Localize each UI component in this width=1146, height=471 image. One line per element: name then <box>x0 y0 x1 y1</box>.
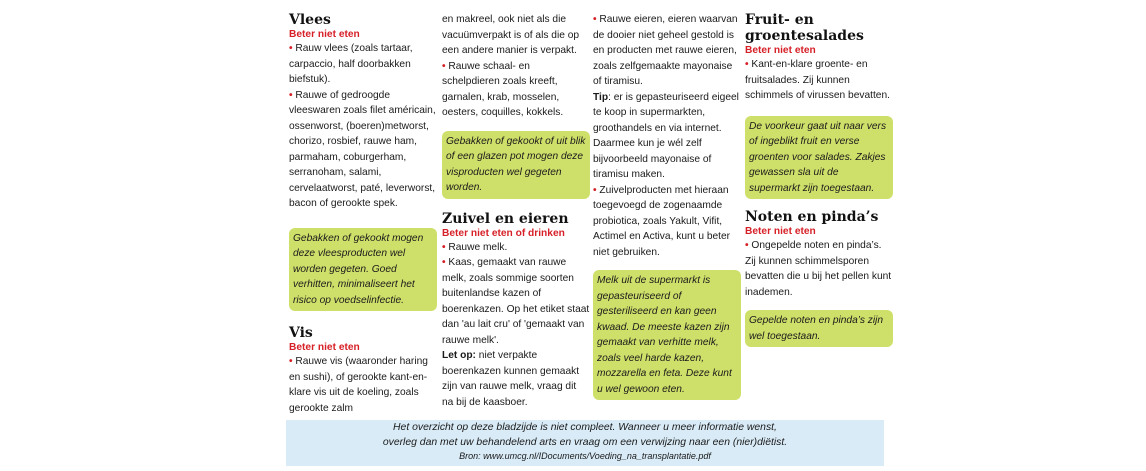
tip-paragraph <box>593 90 741 183</box>
tip-text: : er is gepasteuriseerd eigeel te koop in supermarkten, groothandels en via internet. Daarmee kun je wél zelf bijvoorbeeld mayonaise of tiramisu maken. <box>593 91 739 180</box>
column-3 <box>593 12 741 400</box>
list-item: • Zuivelproducten met hieraan toegevoegd de zogenaamde probiotica, zoals Yakult, Vifit, Actimel en Activa, kunt u beter niet gebruiken. <box>593 183 741 261</box>
section-title-noten: Noten en pinda’s <box>745 209 879 225</box>
list-item-continued: en makreel, ook niet als die vacuümverpakt is of als die op een andere manier is verpakt. <box>442 14 580 56</box>
section-subtitle: Beter niet eten <box>289 342 360 353</box>
footer-line: Het overzicht op deze bladzijde is niet compleet. Wanneer u meer informatie wenst, <box>393 422 777 433</box>
highlight-box: Gebakken of gekookt mogen deze vleesproducten wel worden gegeten. Goed verhitten, minimaliseert het risico op voedselinfectie. <box>289 228 437 312</box>
list-item: • Rauwe vis (waaronder haring en sushi), of gerookte kant-en-klare vis uit de koeling, zoals gerookte zalm <box>289 354 437 416</box>
section-title-vis: Vis <box>289 325 313 341</box>
list-item: • Kaas, gemaakt van rauwe melk, zoals sommige soorten buitenlandse kazen of boerenkazen. Op het etiket staat dan 'au lait cru' of 'gemaakt van rauwe melk'. <box>442 255 590 348</box>
tip-label: Tip <box>593 91 609 103</box>
highlight-box: Melk uit de supermarkt is gepasteuriseerd of gesteriliseerd en kan geen kwaad. De meeste kazen zijn gemaakt van verhitte melk, zoals veel harde kazen, mozzarella en feta. Deze kunt u wel gewoon eten. <box>593 270 741 400</box>
list-item: • Rauwe of gedroogde vleeswaren zoals filet américain, ossenworst, (boeren)metworst, chorizo, rosbief, rauwe ham, parmaham, coburgerham, serranoham, salami, cervelaatworst, paté, leverworst, bacon of gerookte spek. <box>289 88 437 212</box>
highlight-box: Gebakken of gekookt of uit blik of een glazen pot mogen deze visproducten wel gegeten worden. <box>442 131 590 199</box>
list-item: • Rauw vlees (zoals tartaar, carpaccio, half doorbakken biefstuk). <box>289 41 437 88</box>
section-subtitle: Beter niet eten <box>745 45 816 56</box>
list-item: • Rauwe schaal- en schelpdieren zoals kreeft, garnalen, krab, mosselen, oesters, coquilles, kokkels. <box>442 59 590 121</box>
section-subtitle: Beter niet eten <box>289 29 360 40</box>
column-2 <box>442 12 590 410</box>
section-title-zuivel: Zuivel en eieren <box>442 210 569 227</box>
footer-source: Bron: www.umcg.nl/IDocuments/Voeding_na_transplantatie.pdf <box>459 451 711 461</box>
highlight-box: De voorkeur gaat uit naar vers of ingeblikt fruit en verse groenten voor salades. Zakjes gewassen sla uit de supermarkt zijn toegestaan. <box>745 116 893 200</box>
footer-line: overleg dan met uw behandelend arts en vraag om een verwijzing naar een (nier)diëtist. <box>382 437 788 448</box>
highlight-box: Gepelde noten en pinda’s zijn wel toegestaan. <box>745 310 893 347</box>
section-title-fruit: Fruit- en groentesalades <box>745 12 864 44</box>
list-item: • Rauwe eieren, eieren waarvan de dooier niet geheel gestold is en producten met rauwe eieren, zoals zelfgemaakte mayonaise of tiramisu. <box>593 12 741 90</box>
section-subtitle: Beter niet eten <box>745 226 816 237</box>
note-paragraph <box>442 348 590 410</box>
note-label: Let op: <box>442 350 476 361</box>
column-4 <box>745 12 893 347</box>
note-text: niet verpakte boerenkazen kunnen gemaakt zijn van rauwe melk, vraag dit na bij de kaasboer. <box>442 350 580 408</box>
section-title-vlees: Vlees <box>289 12 331 28</box>
list-item: • Kant-en-klare groente- en fruitsalades. Zij kunnen schimmels of virussen bevatten. <box>745 57 893 104</box>
column-1 <box>289 12 437 416</box>
list-item: • Rauwe melk. <box>442 240 590 256</box>
list-item: • Ongepelde noten en pinda’s. Zij kunnen schimmelsporen bevatten die u bij het pellen kunt inademen. <box>745 238 893 300</box>
section-subtitle: Beter niet eten of drinken <box>442 227 565 239</box>
footer-note <box>286 420 884 466</box>
